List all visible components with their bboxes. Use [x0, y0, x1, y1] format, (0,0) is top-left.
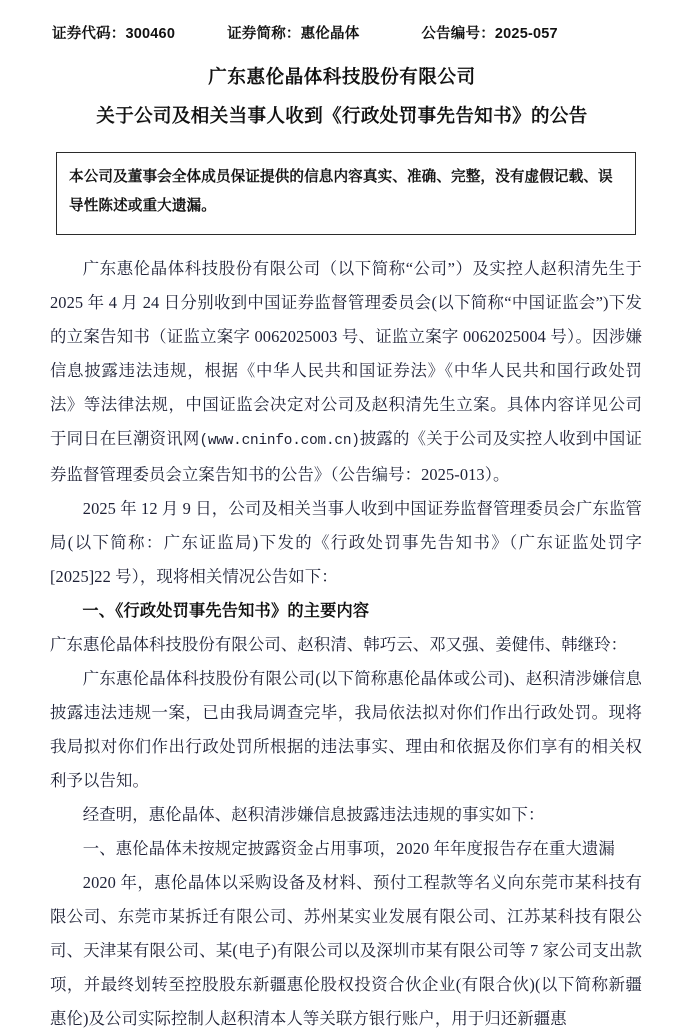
paragraph-item1-body: 2020 年，惠伦晶体以采购设备及材料、预付工程款等名义向东莞市某科技有限公司、东莞市某拆迁有限公司、苏州某实业发展有限公司、江苏某科技有限公司、天津某有限公司、某(电子)有限公司以及深圳市某有限公司等 7 家公司支出款项，并最终划转至控股股东新疆惠伦股权投资合伙企业(有限合伙)(以下简称新疆惠伦)及公司实际控制人赵积清本人等关联方银行账户，用于归还新疆惠 — [50, 873, 642, 1029]
disclaimer-line-1: 本公司及董事会全体成员保证提供的信息内容真实、准确、完整，没有虚假记载、 — [69, 168, 598, 185]
disclaimer-line-2: 误导性陈述或重大遗漏。 — [69, 168, 613, 215]
paragraph-filing-notice-part1: 广东惠伦晶体科技股份有限公司（以下简称“公司”）及实控人赵积清先生于 2025 年 4 月 24 日分别收到中国证券监督管理委员会(以下简称“中国证监会”)下发的立案告知书（证监立案字 0062025003 号、证监立案字 0062025004 号）。因涉嫌信息披露违法违规，根据《中华人民共和国证券法》《中华人民共和国行政处罚法》等法律法规，中国证监会决定对公司及赵积清先生立案。具体内容详见公司于同日在巨潮资讯网 — [50, 259, 642, 449]
document-header — [36, 0, 648, 43]
company-name-title: 广东惠伦晶体科技股份有限公司 — [208, 68, 476, 88]
document-title-block — [36, 65, 648, 132]
paragraph-filing-notice-part2: 披露的《关于公司及实控人收到中国证券监督管理委员会立案告知书的公告》（公告编号：2025-013）。 — [50, 429, 642, 485]
paragraph-item1-heading: 一、惠伦晶体未按规定披露资金占用事项，2020 年年度报告存在重大遗漏 — [82, 839, 615, 859]
paragraph-filing-notice — [50, 252, 642, 492]
paragraph-addressees: 广东惠伦晶体科技股份有限公司、赵积清、韩巧云、邓又强、姜健伟、韩继玲： — [50, 635, 628, 655]
cninfo-url: (www.cninfo.com.cn) — [199, 433, 360, 450]
announcement-number: 公告编号：2025-057 — [421, 26, 558, 42]
disclaimer-box — [56, 152, 636, 236]
paragraph-facts-intro: 经查明，惠伦晶体、赵积清涉嫌信息披露违法违规的事实如下： — [82, 805, 545, 825]
announcement-title: 关于公司及相关当事人收到《行政处罚事先告知书》的公告 — [96, 106, 588, 127]
document-body — [36, 252, 648, 1036]
paragraph-case-investigation: 广东惠伦晶体科技股份有限公司(以下简称惠伦晶体或公司)、赵积清涉嫌信息披露违法违规一案，已由我局调查完毕，我局依法拟对你们作出行政处罚。现将我局拟对你们作出行政处罚所根据的违法事实、理由和依据及你们享有的相关权利予以告知。 — [50, 669, 642, 791]
security-short-name: 证券简称：惠伦晶体 — [227, 26, 360, 42]
section-heading-main-content: 一、《行政处罚事先告知书》的主要内容 — [82, 602, 370, 621]
paragraph-prior-notice-receipt: 2025 年 12 月 9 日，公司及相关当事人收到中国证券监督管理委员会广东监管局(以下简称：广东证监局)下发的《行政处罚事先告知书》（广东证监处罚字[2025]22 号），现将相关情况公告如下： — [50, 499, 642, 587]
security-code: 证券代码：300460 — [52, 26, 176, 42]
